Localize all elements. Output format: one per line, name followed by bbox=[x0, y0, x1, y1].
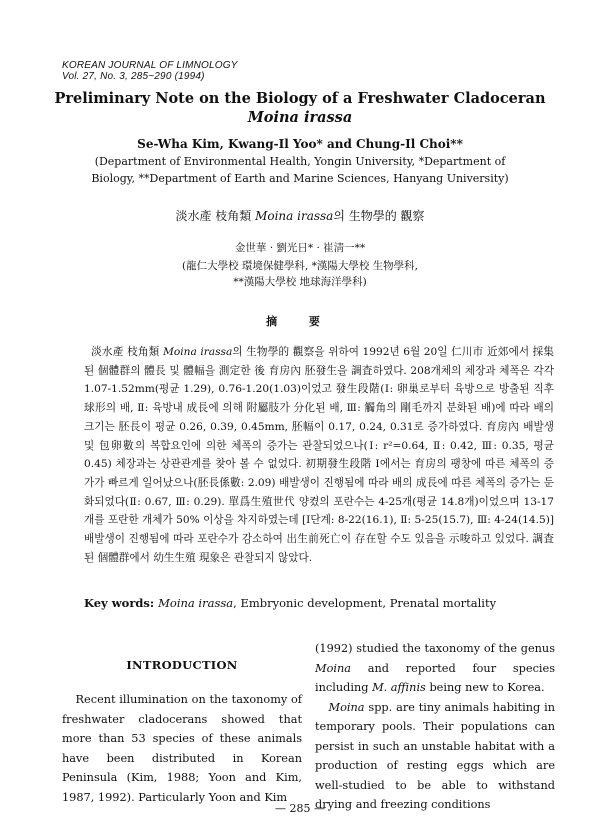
abstract-heading: 摘 要 bbox=[266, 315, 334, 328]
keywords: Key words: Moina irassa, Embryonic development, Prenatal mortality bbox=[84, 596, 497, 610]
page-number: — 285 — bbox=[275, 802, 325, 815]
intro-paragraph-3: Moina spp. are tiny animals habiting in temporary pools. Their populations can persist in such an unstable habitat with a production of resting eggs which are well-studied to be able to withstand drying and freezing conditions bbox=[315, 700, 555, 811]
affiliation-line-2: Biology, **Department of Earth and Marine Sciences, Hanyang University) bbox=[91, 172, 509, 185]
journal-name: KOREAN JOURNAL OF LIMNOLOGY bbox=[62, 60, 238, 71]
title-line-1: Preliminary Note on the Biology of a Freshwater Cladoceran bbox=[54, 90, 546, 107]
korean-affiliation-line-2: **漢陽大學校 地球海洋學科) bbox=[233, 276, 367, 288]
korean-title: 淡水產 枝角類 Moina irassa의 生物學的 觀察 bbox=[175, 209, 425, 223]
korean-affiliation-line-1: (龍仁大學校 環境保健學科, *漢陽大學校 生物學科, bbox=[181, 260, 419, 272]
intro-right-column bbox=[315, 639, 555, 815]
intro-left-column bbox=[62, 690, 302, 807]
affiliation-line-1: (Department of Environmental Health, Yongin University, *Department of bbox=[94, 155, 506, 168]
korean-affiliation bbox=[40, 258, 560, 290]
affiliation bbox=[40, 153, 560, 187]
korean-authors: 金世華 · 劉光日* · 崔淸一** bbox=[234, 242, 366, 254]
title-line-2: Moina irassa bbox=[247, 109, 353, 126]
abstract-body: 淡水產 枝角類 Moina irassa의 生物學的 觀察을 위하여 1992년 6월 20일 仁川市 近郊에서 採集된 個體群의 體長 및 體幅을 測定한 後 育房內 胚發生을 調査하였다. 208개체의 체장과 체폭은 각각 1.07-1.52mm(평균 1.29), 0.76-1.20(1.03)이었고 發生段階(Ⅰ: 卵巢로부터 육방으로 방출된 직후 球形의 배, Ⅱ: 육방내 成長에 의해 附屬肢가 分化된 배, Ⅲ: 觸角의 剛毛까지 분화된 배)에 따라 배의 크기는 胚長이 평균 0.26, 0.39, 0.45mm, 胚幅이 0.17, 0.24, 0.31로 증가하였다. 育房內 배발생 및 包卵數의 복합요인에 의한 체폭의 증가는 관찰되었으나(Ⅰ: r²=0.64, Ⅱ: 0.42, Ⅲ: 0.35, 평균 0.45) 체장과는 상관관계를 찾아 볼 수 없었다. 初期發生段階 Ⅰ에서는 育房의 팽창에 따른 체폭의 증가가 빠르게 일어났으나(胚長係數: 2.09) 배발생이 진행됨에 따라 배의 成長에 따른 체폭의 증가는 둔화되었다(Ⅱ: 0.67, Ⅲ: 0.29). 單爲生殖世代 양켰의 포란수는 4-25개(평균 14.8개)이었으며 13-17개를 포란한 개체가 50% 이상을 차지하였는데 [Ⅰ단계: 8-22(16.1), Ⅱ: 5-25(15.7), Ⅲ: 4-24(14.5)] 배발생이 진행됨에 따라 포란수가 감소하여 出生前死亡이 存在할 수도 있음을 示唆하고 있었다. 調査된 個體群에서 幼生生殖 現象은 관찰되지 않았다. bbox=[84, 346, 555, 564]
intro-paragraph-1: Recent illumination on the taxonomy of freshwater cladocerans showed that more than 53 species of these animals have been distributed in Korean Peninsula (Kim, 1988; Yoon and Kim, 1987, 1992). Particularly Yoon and Kim bbox=[62, 693, 302, 804]
intro-paragraph-2: (1992) studied the taxonomy of the genus Moina and reported four species including M. affinis being new to Korea. bbox=[315, 642, 555, 694]
intro-heading: INTRODUCTION bbox=[126, 658, 238, 672]
journal-volume: Vol. 27, No. 3, 285~290 (1994) bbox=[62, 71, 205, 82]
authors: Se-Wha Kim, Kwang-Il Yoo* and Chung-Il Choi** bbox=[137, 137, 463, 151]
paper-title bbox=[40, 89, 560, 127]
journal-header bbox=[62, 60, 238, 82]
